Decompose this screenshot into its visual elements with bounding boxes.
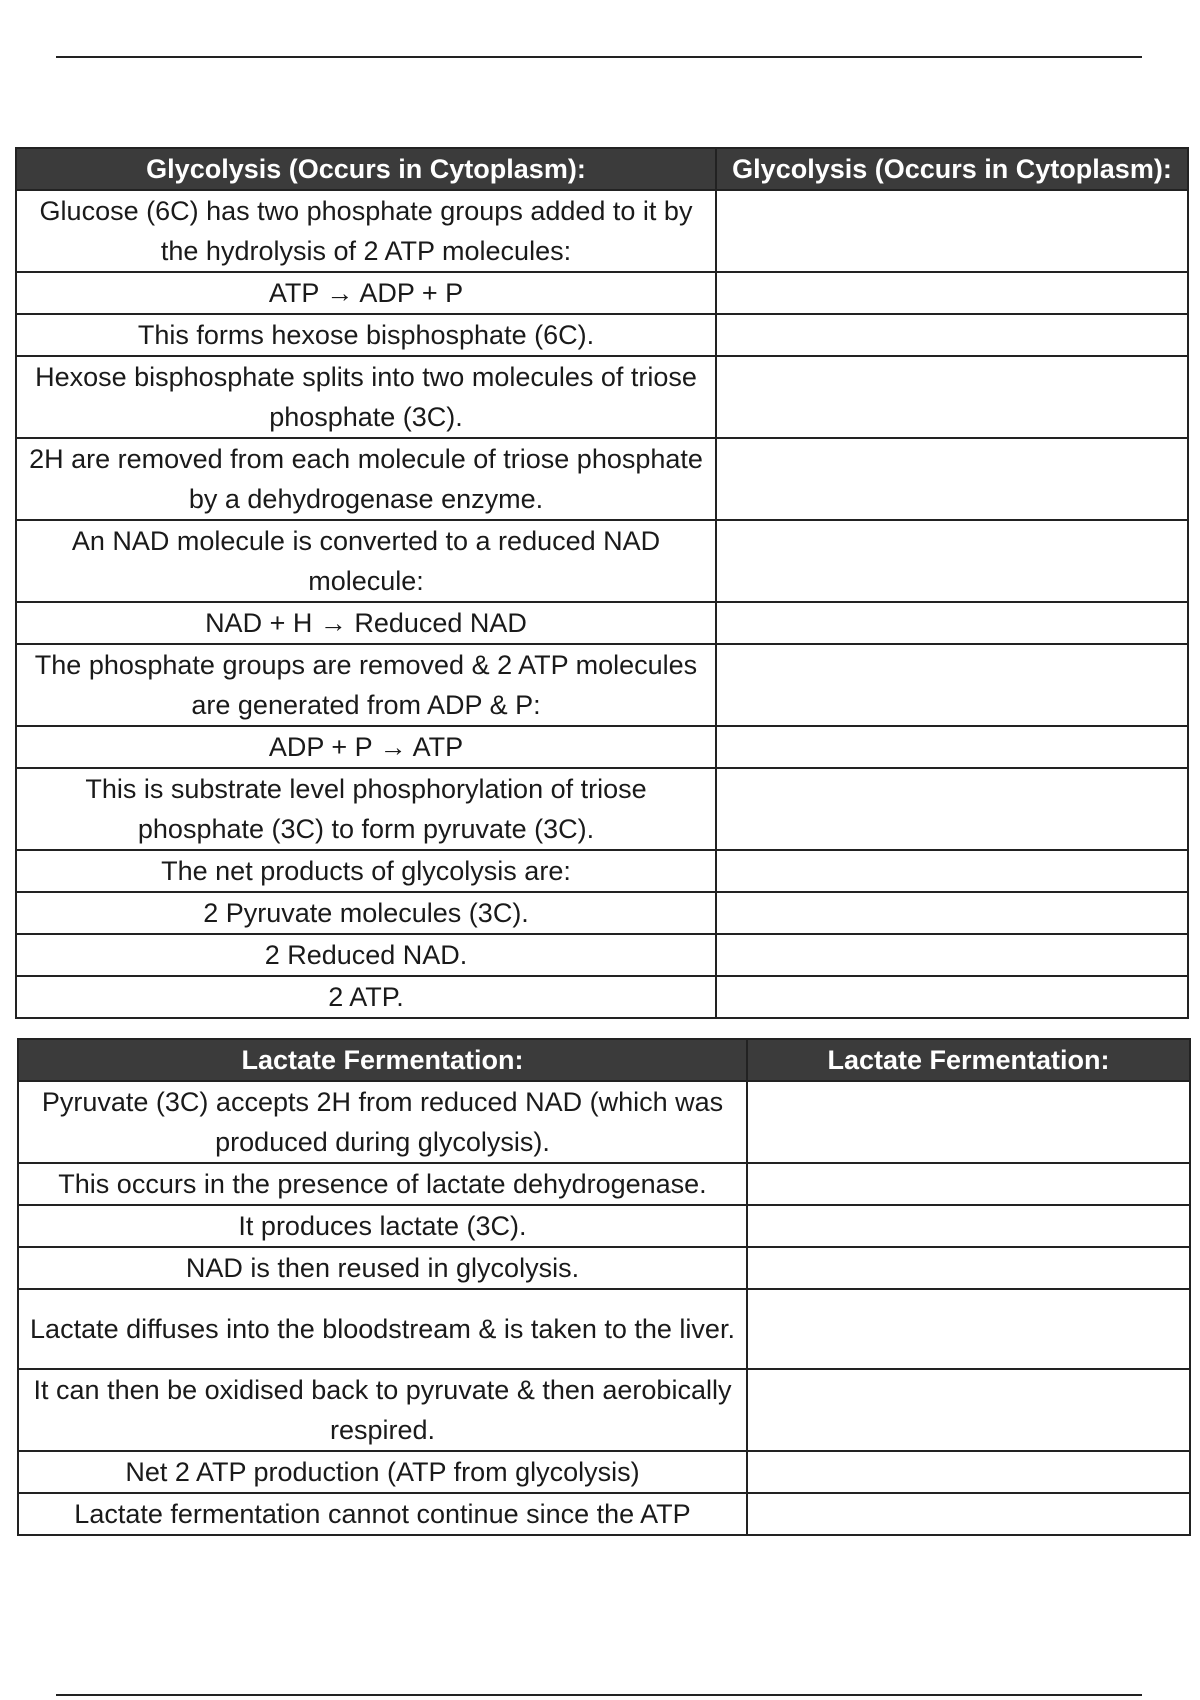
table-row	[16, 934, 1188, 976]
answer-cell[interactable]	[716, 314, 1188, 356]
table-row	[16, 644, 1188, 726]
table-row	[16, 726, 1188, 768]
table-row	[16, 520, 1188, 602]
lactate-step: NAD is then reused in glycolysis.	[18, 1247, 747, 1289]
table-row	[16, 602, 1188, 644]
glycolysis-step: 2 ATP.	[16, 976, 716, 1018]
answer-cell[interactable]	[716, 892, 1188, 934]
glycolysis-header-right: Glycolysis (Occurs in Cytoplasm):	[716, 148, 1188, 190]
table-row	[16, 976, 1188, 1018]
answer-cell[interactable]	[747, 1369, 1190, 1451]
glycolysis-step: Hexose bisphosphate splits into two molecules of triose phosphate (3C).	[16, 356, 716, 438]
table-row	[16, 190, 1188, 272]
answer-cell[interactable]	[716, 602, 1188, 644]
glycolysis-step: The net products of glycolysis are:	[16, 850, 716, 892]
glycolysis-step: 2H are removed from each molecule of triose phosphate by a dehydrogenase enzyme.	[16, 438, 716, 520]
answer-cell[interactable]	[747, 1081, 1190, 1163]
glycolysis-header-left: Glycolysis (Occurs in Cytoplasm):	[16, 148, 716, 190]
answer-cell[interactable]	[716, 356, 1188, 438]
table-row	[16, 272, 1188, 314]
answer-cell[interactable]	[716, 438, 1188, 520]
answer-cell[interactable]	[747, 1205, 1190, 1247]
table-header-row	[18, 1039, 1190, 1081]
answer-cell[interactable]	[716, 644, 1188, 726]
lactate-step: Lactate fermentation cannot continue since the ATP	[18, 1493, 747, 1535]
answer-cell[interactable]	[747, 1163, 1190, 1205]
answer-cell[interactable]	[716, 726, 1188, 768]
table-row	[18, 1205, 1190, 1247]
glycolysis-table	[15, 147, 1189, 1019]
table-row	[18, 1493, 1190, 1535]
table-row	[16, 438, 1188, 520]
lactate-step: Net 2 ATP production (ATP from glycolysis)	[18, 1451, 747, 1493]
glycolysis-step: The phosphate groups are removed & 2 ATP molecules are generated from ADP & P:	[16, 644, 716, 726]
lactate-header-left: Lactate Fermentation:	[18, 1039, 747, 1081]
lactate-fermentation-table	[17, 1038, 1191, 1536]
answer-cell[interactable]	[716, 768, 1188, 850]
answer-cell[interactable]	[716, 850, 1188, 892]
glycolysis-step: 2 Pyruvate molecules (3C).	[16, 892, 716, 934]
answer-cell[interactable]	[747, 1493, 1190, 1535]
glycolysis-step: ADP + P → ATP	[16, 726, 716, 768]
glycolysis-step: Glucose (6C) has two phosphate groups added to it by the hydrolysis of 2 ATP molecules:	[16, 190, 716, 272]
table-row	[18, 1451, 1190, 1493]
answer-cell[interactable]	[747, 1247, 1190, 1289]
lactate-step: It produces lactate (3C).	[18, 1205, 747, 1247]
answer-cell[interactable]	[716, 190, 1188, 272]
table-row	[16, 356, 1188, 438]
bottom-rule	[56, 1694, 1142, 1696]
answer-cell[interactable]	[716, 272, 1188, 314]
table-row	[16, 768, 1188, 850]
glycolysis-step: This is substrate level phosphorylation of triose phosphate (3C) to form pyruvate (3C).	[16, 768, 716, 850]
table-row	[16, 314, 1188, 356]
lactate-step: Lactate diffuses into the bloodstream & is taken to the liver.	[18, 1289, 747, 1369]
lactate-header-right: Lactate Fermentation:	[747, 1039, 1190, 1081]
glycolysis-step: 2 Reduced NAD.	[16, 934, 716, 976]
glycolysis-step: This forms hexose bisphosphate (6C).	[16, 314, 716, 356]
table-row	[18, 1163, 1190, 1205]
table-row	[16, 892, 1188, 934]
glycolysis-step: An NAD molecule is converted to a reduced NAD molecule:	[16, 520, 716, 602]
glycolysis-step: ATP → ADP + P	[16, 272, 716, 314]
lactate-step: It can then be oxidised back to pyruvate & then aerobically respired.	[18, 1369, 747, 1451]
glycolysis-step: NAD + H → Reduced NAD	[16, 602, 716, 644]
table-row	[18, 1081, 1190, 1163]
answer-cell[interactable]	[716, 520, 1188, 602]
table-row	[16, 850, 1188, 892]
table-row	[18, 1289, 1190, 1369]
table-row	[18, 1369, 1190, 1451]
lactate-step: This occurs in the presence of lactate dehydrogenase.	[18, 1163, 747, 1205]
lactate-step: Pyruvate (3C) accepts 2H from reduced NAD (which was produced during glycolysis).	[18, 1081, 747, 1163]
answer-cell[interactable]	[747, 1289, 1190, 1369]
answer-cell[interactable]	[716, 976, 1188, 1018]
answer-cell[interactable]	[747, 1451, 1190, 1493]
top-rule	[56, 56, 1142, 58]
table-header-row	[16, 148, 1188, 190]
answer-cell[interactable]	[716, 934, 1188, 976]
table-row	[18, 1247, 1190, 1289]
